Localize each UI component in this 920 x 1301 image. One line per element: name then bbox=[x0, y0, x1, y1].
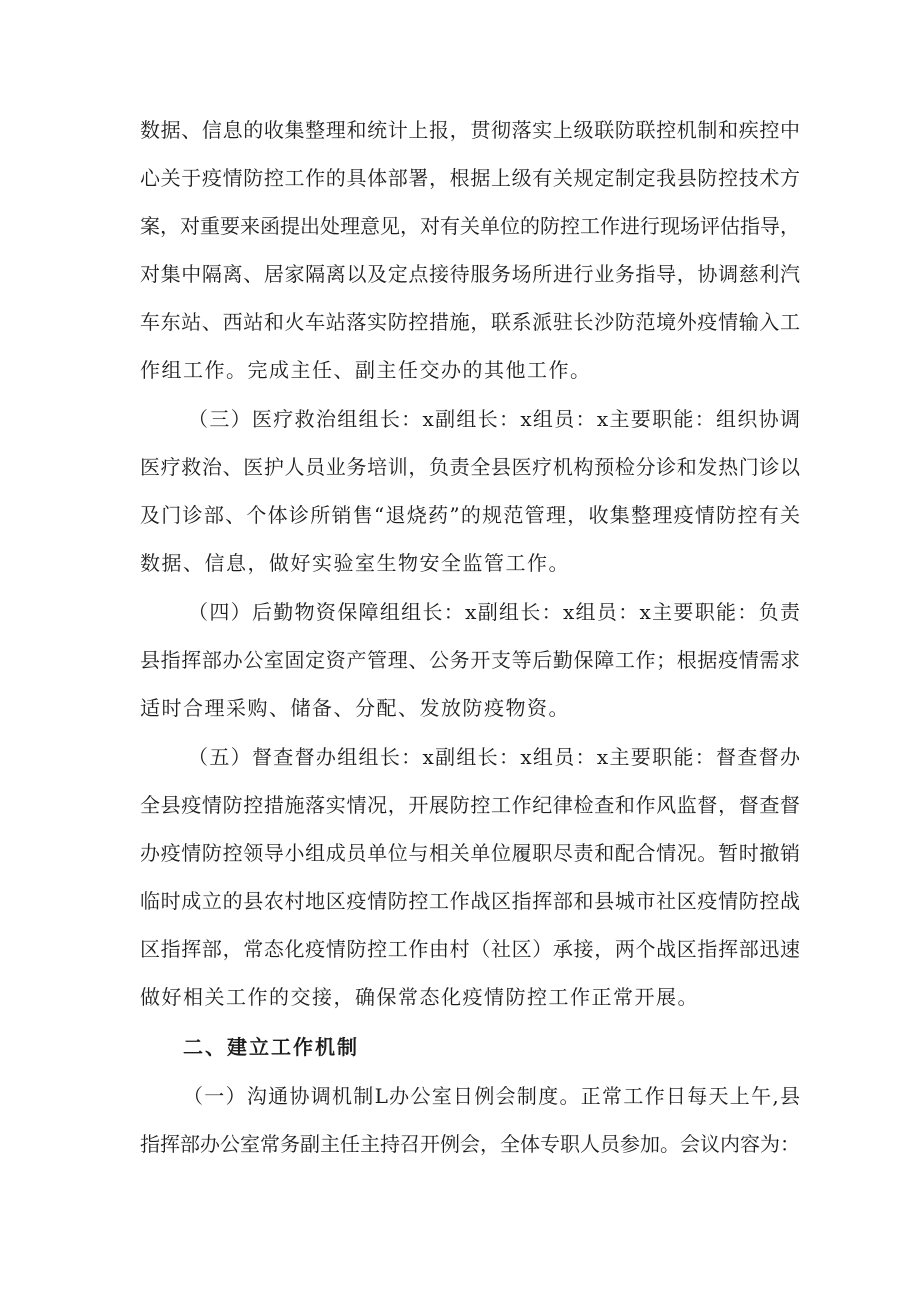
section-two-title: 二、建立工作机制 bbox=[183, 1035, 359, 1059]
paragraph-line: 适时合理采购、储备、分配、发放防疫物资。 bbox=[140, 696, 570, 720]
paragraph-line: 做好相关工作的交接，确保常态化疫情防控工作正常开展。 bbox=[140, 985, 699, 1009]
paragraph-line: 医疗救治、医护人员业务培训，负责全县医疗机构预检分诊和发热门诊以 bbox=[140, 455, 800, 479]
section-five-heading-line: （五）督查督办组组长：x副组长：x组员：x主要职能：督查督办 bbox=[188, 745, 800, 769]
paragraph-line: 区指挥部，常态化疫情防控工作由村（社区）承接，两个战区指挥部迅速 bbox=[140, 937, 800, 961]
paragraph-line: 及门诊部、个体诊所销售“退烧药”的规范管理，收集整理疫情防控有关 bbox=[140, 503, 800, 527]
paragraph-line: 对集中隔离、居家隔离以及定点接待服务场所进行业务指导，协调慈利汽 bbox=[140, 262, 800, 286]
paragraph-line: 数据、信息，做好实验室生物安全监管工作。 bbox=[140, 551, 570, 575]
paragraph-line: 案，对重要来函提出处理意见，对有关单位的防控工作进行现场评估指导， bbox=[140, 214, 800, 238]
subsection-one-heading-line: （一）沟通协调机制L办公室日例会制度。正常工作日每天上午,县 bbox=[183, 1084, 800, 1108]
paragraph-line: 车东站、西站和火车站落实防控措施，联系派驻长沙防范境外疫情输入工 bbox=[140, 310, 800, 334]
paragraph-line: 指挥部办公室常务副主任主持召开例会，全体专职人员参加。会议内容为： bbox=[140, 1132, 800, 1156]
section-three-heading-line: （三）医疗救治组组长：x副组长：x组员：x主要职能：组织协调 bbox=[188, 407, 800, 431]
paragraph-line: 临时成立的县农村地区疫情防控工作战区指挥部和县城市社区疫情防控战 bbox=[140, 889, 800, 913]
paragraph-line: 作组工作。完成主任、副主任交办的其他工作。 bbox=[140, 358, 592, 382]
paragraph-line: 数据、信息的收集整理和统计上报，贯彻落实上级联防联控机制和疾控中 bbox=[140, 118, 800, 142]
paragraph-line: 心关于疫情防控工作的具体部署，根据上级有关规定制定我县防控技术方 bbox=[140, 166, 800, 190]
paragraph-line: 县指挥部办公室固定资产管理、公务开支等后勤保障工作；根据疫情需求 bbox=[140, 648, 800, 672]
paragraph-line: 全县疫情防控措施落实情况，开展防控工作纪律检查和作风监督，督查督 bbox=[140, 793, 800, 817]
paragraph-line: 办疫情防控领导小组成员单位与相关单位履职尽责和配合情况。暂时撤销 bbox=[140, 841, 800, 865]
section-four-heading-line: （四）后勤物资保障组组长：x副组长：x组员：x主要职能：负责 bbox=[188, 600, 800, 624]
